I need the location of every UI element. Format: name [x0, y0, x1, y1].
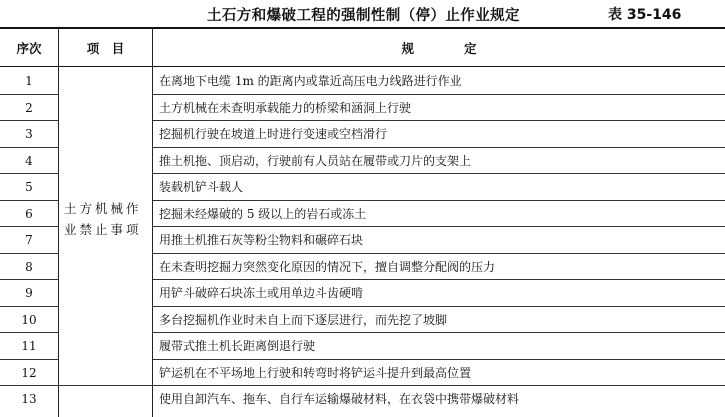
row-seq: 4: [25, 153, 33, 168]
row-rule-text: 用铲斗破碎石块冻土或用单边斗齿硬啃: [159, 286, 364, 300]
row-rule-text: 用推土机推石灰等粉尘物料和碾碎石块: [159, 233, 364, 247]
row-seq: 6: [25, 206, 33, 221]
row-rule-text: 多台挖掘机作业时未自上而下逐层进行，而先挖了坡脚: [159, 313, 448, 327]
row-rule-text: 挖掘机行驶在坡道上时进行变速或空档滑行: [159, 127, 388, 141]
row-rule-text: 土方机械在未查明承载能力的桥梁和涵洞上行驶: [159, 101, 412, 115]
row-rule-text: 履带式推土机长距离倒退行驶: [159, 339, 316, 353]
header-rule-text: 规 定: [401, 40, 477, 56]
header-item: 项 目: [86, 40, 125, 56]
row-seq: 8: [25, 259, 33, 274]
row-seq: 12: [21, 365, 37, 380]
row-seq: 11: [21, 338, 37, 353]
row-seq: 13: [21, 391, 37, 406]
column-divider-1: [58, 28, 59, 417]
row-seq: 9: [25, 285, 33, 300]
table-title: 土石方和爆破工程的强制性制（停）止作业规定: [207, 8, 520, 24]
category-label: 土方机械作业禁止事项: [64, 201, 142, 237]
row-rule-text: 推土机拖、顶启动，行驶前有人员站在履带或刀片的支架上: [159, 154, 472, 168]
row-rule-text: 装载机铲斗载人: [159, 180, 244, 194]
row-rule-text: 使用自卸汽车、拖车、自行车运输爆破材料，在衣袋中携带爆破材料: [159, 392, 520, 406]
row-seq: 3: [25, 126, 33, 141]
row-seq: 2: [25, 100, 33, 115]
row-seq: 7: [25, 232, 33, 247]
category-bottom-divider: [59, 385, 152, 386]
row-rule-text: 铲运机在不平场地上行驶和转弯时将铲运斗提升到最高位置: [159, 366, 472, 380]
table-number: 表 35-146: [608, 7, 682, 23]
row-seq: 1: [25, 73, 33, 88]
row-rule-text: 在离地下电缆 1m 的距离内或靠近高压电力线路进行作业: [159, 74, 462, 88]
header-seq: 序次: [16, 40, 42, 56]
row-seq: 10: [21, 312, 37, 327]
row-rule-text: 挖掘未经爆破的 5 级以上的岩石或冻土: [159, 207, 367, 221]
row-seq: 5: [25, 179, 33, 194]
row-rule-text: 在未查明挖掘力突然变化原因的情况下，擅自调整分配阀的压力: [159, 260, 496, 274]
